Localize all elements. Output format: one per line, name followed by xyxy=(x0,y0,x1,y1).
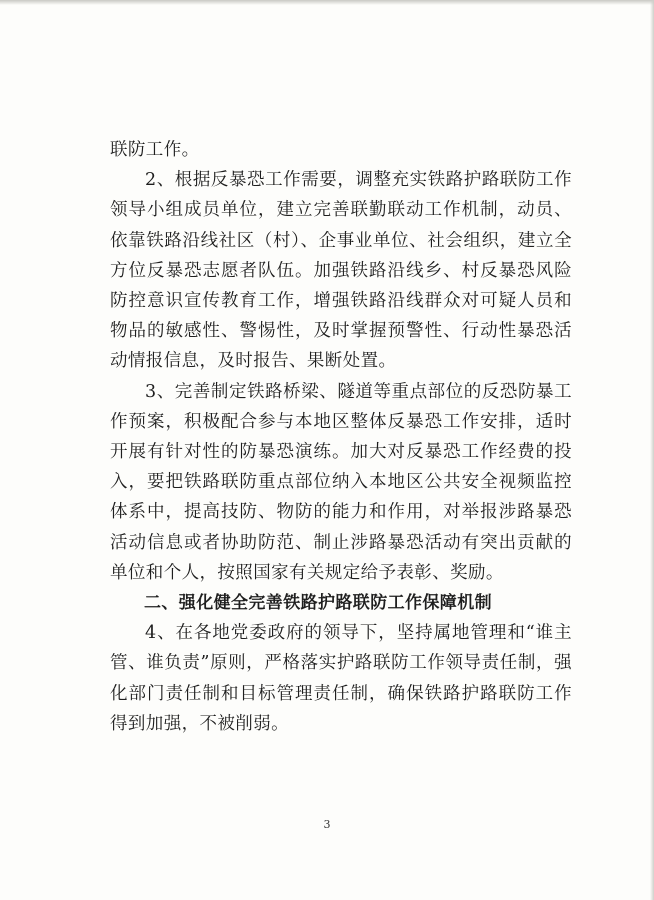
page-number: 3 xyxy=(323,818,331,831)
scan-edge-shadow xyxy=(0,0,654,5)
document-body xyxy=(110,135,572,739)
paragraph-item-2: 2、根据反暴恐工作需要，调整充实铁路护路联防工作领导小组成员单位，建立完善联勤联动工作机制，动员、依靠铁路沿线社区（村）、企事业单位、社会组织，建立全方位反暴恐志愿者队伍。加强铁路沿线乡、村反暴恐风险防控意识宣传教育工作，增强铁路沿线群众对可疑人员和物品的敏感性、警惕性，及时掌握预警性、行动性暴恐活动情报信息，及时报告、果断处置。 xyxy=(110,170,572,372)
paragraph-continuation: 联防工作。 xyxy=(110,140,200,160)
section-heading: 二、强化健全完善铁路护路联防工作保障机制 xyxy=(144,593,492,614)
scan-edge-shadow-right xyxy=(650,0,654,900)
paragraph-item-4: 4、在各地党委政府的领导下，坚持属地管理和“谁主管、谁负责”原则，严格落实护路联防工作领导责任制，强化部门责任制和目标管理责任制，确保铁路护路联防工作得到加强，不被削弱。 xyxy=(110,623,572,734)
paragraph-item-3: 3、完善制定铁路桥梁、隧道等重点部位的反恐防暴工作预案，积极配合参与本地区整体反暴恐工作安排，适时开展有针对性的防暴恐演练。加大对反暴恐工作经费的投入，要把铁路联防重点部位纳入本地区公共安全视频监控体系中，提高技防、物防的能力和作用，对举报涉路暴恐活动信息或者协助防范、制止涉路暴恐活动有突出贡献的单位和个人，按照国家有关规定给予表彰、奖励。 xyxy=(110,381,572,583)
